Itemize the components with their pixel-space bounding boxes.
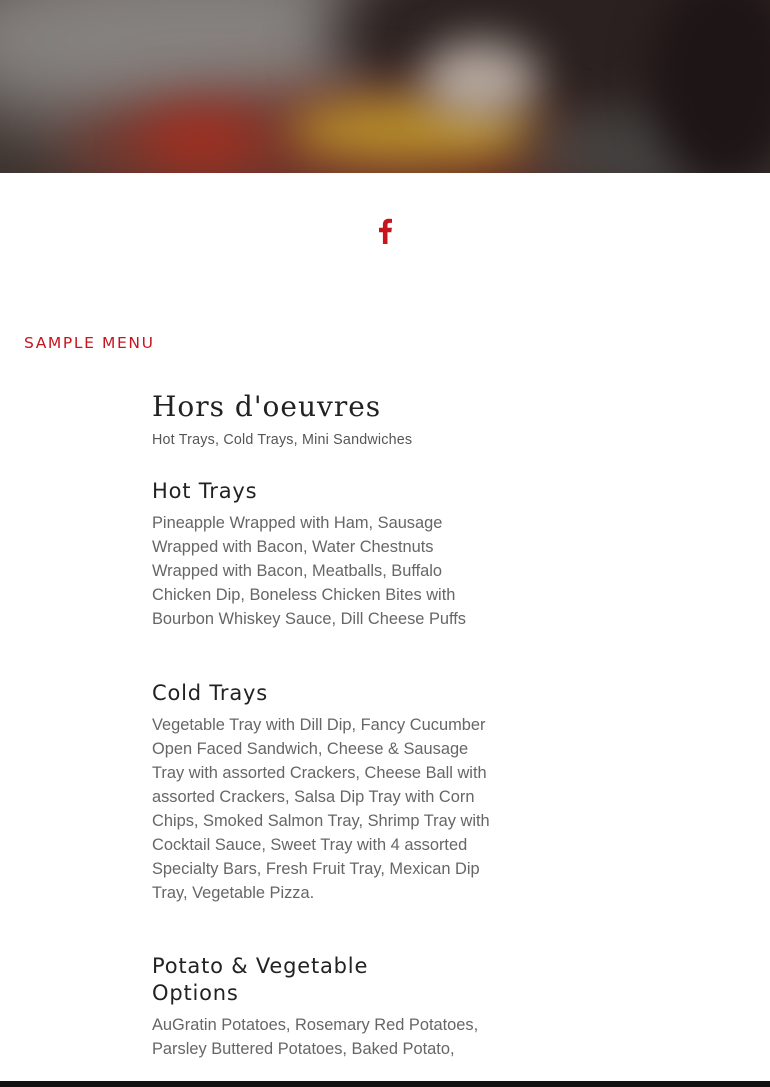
category-title: Potato & Vegetable Options: [152, 954, 369, 1005]
menu-category: [152, 953, 479, 1061]
menu-category: [152, 478, 492, 631]
menu-title: Hors d'oeuvres: [152, 390, 382, 423]
menu-category: [152, 680, 492, 905]
bottom-edge-bar: [0, 1081, 770, 1087]
category-description: AuGratin Potatoes, Rosemary Red Potatoes, Parsley Buttered Potatoes, Baked Potato,: [152, 1016, 479, 1058]
category-description: Vegetable Tray with Dill Dip, Fancy Cucumber Open Faced Sandwich, Cheese & Sausage Tray with assorted Crackers, Cheese Ball with assorted Crackers, Salsa Dip Tray with Corn Chips, Smoked Salmon Tray, Shrimp Tray with Cocktail Sauce, Sweet Tray with 4 assorted Specialty Bars, Fresh Fruit Tray, Mexican Dip Tray, Vegetable Pizza.: [152, 716, 490, 902]
category-title: Hot Trays: [152, 479, 258, 503]
hero-blur-shape: [420, 40, 540, 120]
category-title: Cold Trays: [152, 681, 268, 705]
hero-blur-shape: [140, 110, 260, 170]
category-description: Pineapple Wrapped with Ham, Sausage Wrapped with Bacon, Water Chestnuts Wrapped with Bacon, Meatballs, Buffalo Chicken Dip, Boneless Chicken Bites with Bourbon Whiskey Sauce, Dill Cheese Puffs: [152, 514, 467, 628]
facebook-link[interactable]: [376, 218, 394, 244]
section-label: SAMPLE MENU: [24, 334, 155, 352]
menu-subtitle: Hot Trays, Cold Trays, Mini Sandwiches: [152, 432, 413, 448]
hero-blur-shape: [650, 0, 770, 173]
menu-content: [152, 388, 492, 1061]
facebook-icon: [376, 218, 394, 244]
hero-banner: [0, 0, 770, 173]
